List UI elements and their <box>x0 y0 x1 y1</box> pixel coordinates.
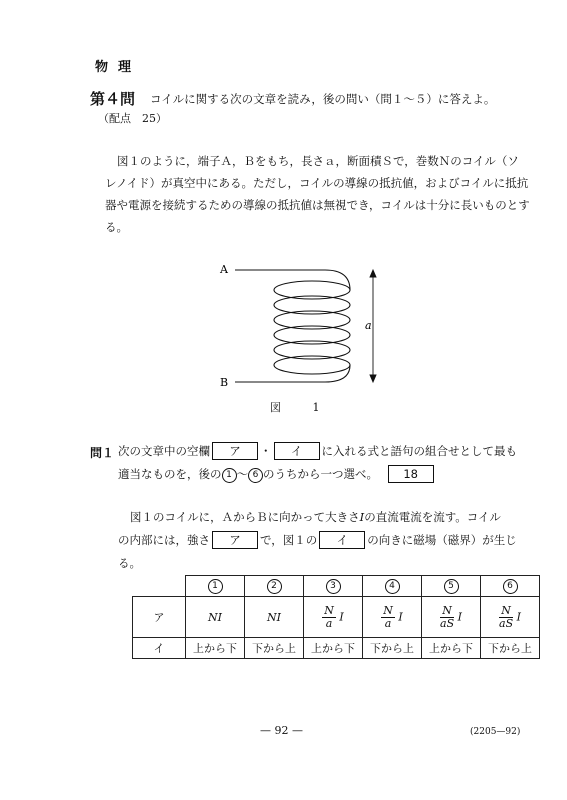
frac-den: a <box>384 616 392 630</box>
page-number: — 92 — <box>260 724 303 737</box>
current-symbol: I <box>359 510 365 524</box>
q1-text: のうちから一つ選べ。 <box>263 467 378 481</box>
frac-num: N <box>383 603 393 617</box>
choice-number: 1 <box>208 579 223 594</box>
frac-tail: I <box>398 610 403 623</box>
cell-i-5: 上から下 <box>422 638 481 659</box>
cell-a-3 <box>304 597 363 638</box>
choice-header <box>304 576 363 597</box>
q1-line1 <box>118 440 538 463</box>
q1-label: 問１ <box>90 446 115 460</box>
cell-i-6: 下から上 <box>481 638 540 659</box>
frac-num: N <box>499 605 513 618</box>
solenoid-figure <box>215 255 390 395</box>
frac-tail: I <box>339 610 344 623</box>
exam-code: (2205—92) <box>470 727 521 737</box>
q1-paragraph <box>118 506 538 575</box>
choice-number: 3 <box>326 579 341 594</box>
choice-header <box>481 576 540 597</box>
frac-num: N <box>440 605 454 618</box>
blank-a-box: ア <box>212 442 258 460</box>
frac-den: aS <box>440 616 455 630</box>
terminal-b-label: B <box>220 376 229 389</box>
frac-den: a <box>325 616 333 630</box>
blank-a-box: ア <box>212 531 258 549</box>
dimension-label: a <box>365 319 372 332</box>
blank-i-box: イ <box>319 531 365 549</box>
table-row-a <box>133 597 540 638</box>
cell-a-5 <box>422 597 481 638</box>
choice-number: 6 <box>503 579 518 594</box>
cell-i-4: 下から上 <box>363 638 422 659</box>
subject-title: 物理 <box>95 60 142 75</box>
q1-text: 適当なものを，後の <box>118 467 222 481</box>
choice-header <box>245 576 304 597</box>
frac-num: N <box>324 603 334 617</box>
choice-header <box>186 576 245 597</box>
question-intro: コイルに関する次の文章を読み，後の問い（問１～５）に答えよ。 <box>150 92 496 106</box>
coil-windings <box>235 270 350 382</box>
choice-header <box>363 576 422 597</box>
frac-tail: I <box>516 610 521 623</box>
circled-one: 1 <box>222 468 237 483</box>
choice-header <box>422 576 481 597</box>
choice-table <box>132 575 540 659</box>
intro-paragraph <box>105 150 530 238</box>
answer-number-box: 18 <box>388 465 434 483</box>
table-header-row <box>133 576 540 597</box>
intro-text: 図１のように，端子Ａ，Ｂをもち，長さａ，断面積Ｓで，巻数Ｎのコイル（ソレノイド）が真空中にある。ただし，コイルの導線の抵抗値，およびコイルに抵抗器や電源を接続するための導線の抵抗値は無視でき，コイルは十分に長いものとする。 <box>105 154 530 234</box>
corner-cell <box>133 576 186 597</box>
frac-tail: I <box>457 610 462 623</box>
cell-a-2: NI <box>245 597 304 638</box>
choice-number: 4 <box>385 579 400 594</box>
points-note: （配点 25） <box>98 112 167 125</box>
circled-six: 6 <box>248 468 263 483</box>
q1p-text: 図１のコイルに，ＡからＢに向かって大きさ <box>130 510 360 524</box>
row-label-a: ア <box>133 597 186 638</box>
frac-den: aS <box>499 616 514 630</box>
q1p-text: の向きに磁場（磁界）が生じる。 <box>118 533 517 570</box>
question-number: 第４問 <box>90 90 136 108</box>
cell-a-4 <box>363 597 422 638</box>
q1-text: 次の文章中の空欄 <box>118 444 210 458</box>
q1-separator: ・ <box>260 444 272 458</box>
choice-number: 5 <box>444 579 459 594</box>
terminal-a-label: A <box>220 263 228 276</box>
cell-a-6 <box>481 597 540 638</box>
row-label-i: イ <box>133 638 186 659</box>
cell-i-3: 上から下 <box>304 638 363 659</box>
table-row-i <box>133 638 540 659</box>
figure-caption: 図 1 <box>270 401 334 414</box>
q1-text: に入れる式と語句の組合せとして最も <box>321 444 517 458</box>
q1-line2 <box>118 463 436 486</box>
cell-i-2: 下から上 <box>245 638 304 659</box>
q1p-text: の直流電流を流す。コイル <box>364 510 501 524</box>
cell-i-1: 上から下 <box>186 638 245 659</box>
range-tilde: ～ <box>236 467 248 481</box>
cell-a-1: NI <box>186 597 245 638</box>
q1p-text: の内部には，強さ <box>118 533 210 547</box>
blank-i-box: イ <box>274 442 320 460</box>
q1p-text: で，図１の <box>260 533 318 547</box>
choice-number: 2 <box>267 579 282 594</box>
